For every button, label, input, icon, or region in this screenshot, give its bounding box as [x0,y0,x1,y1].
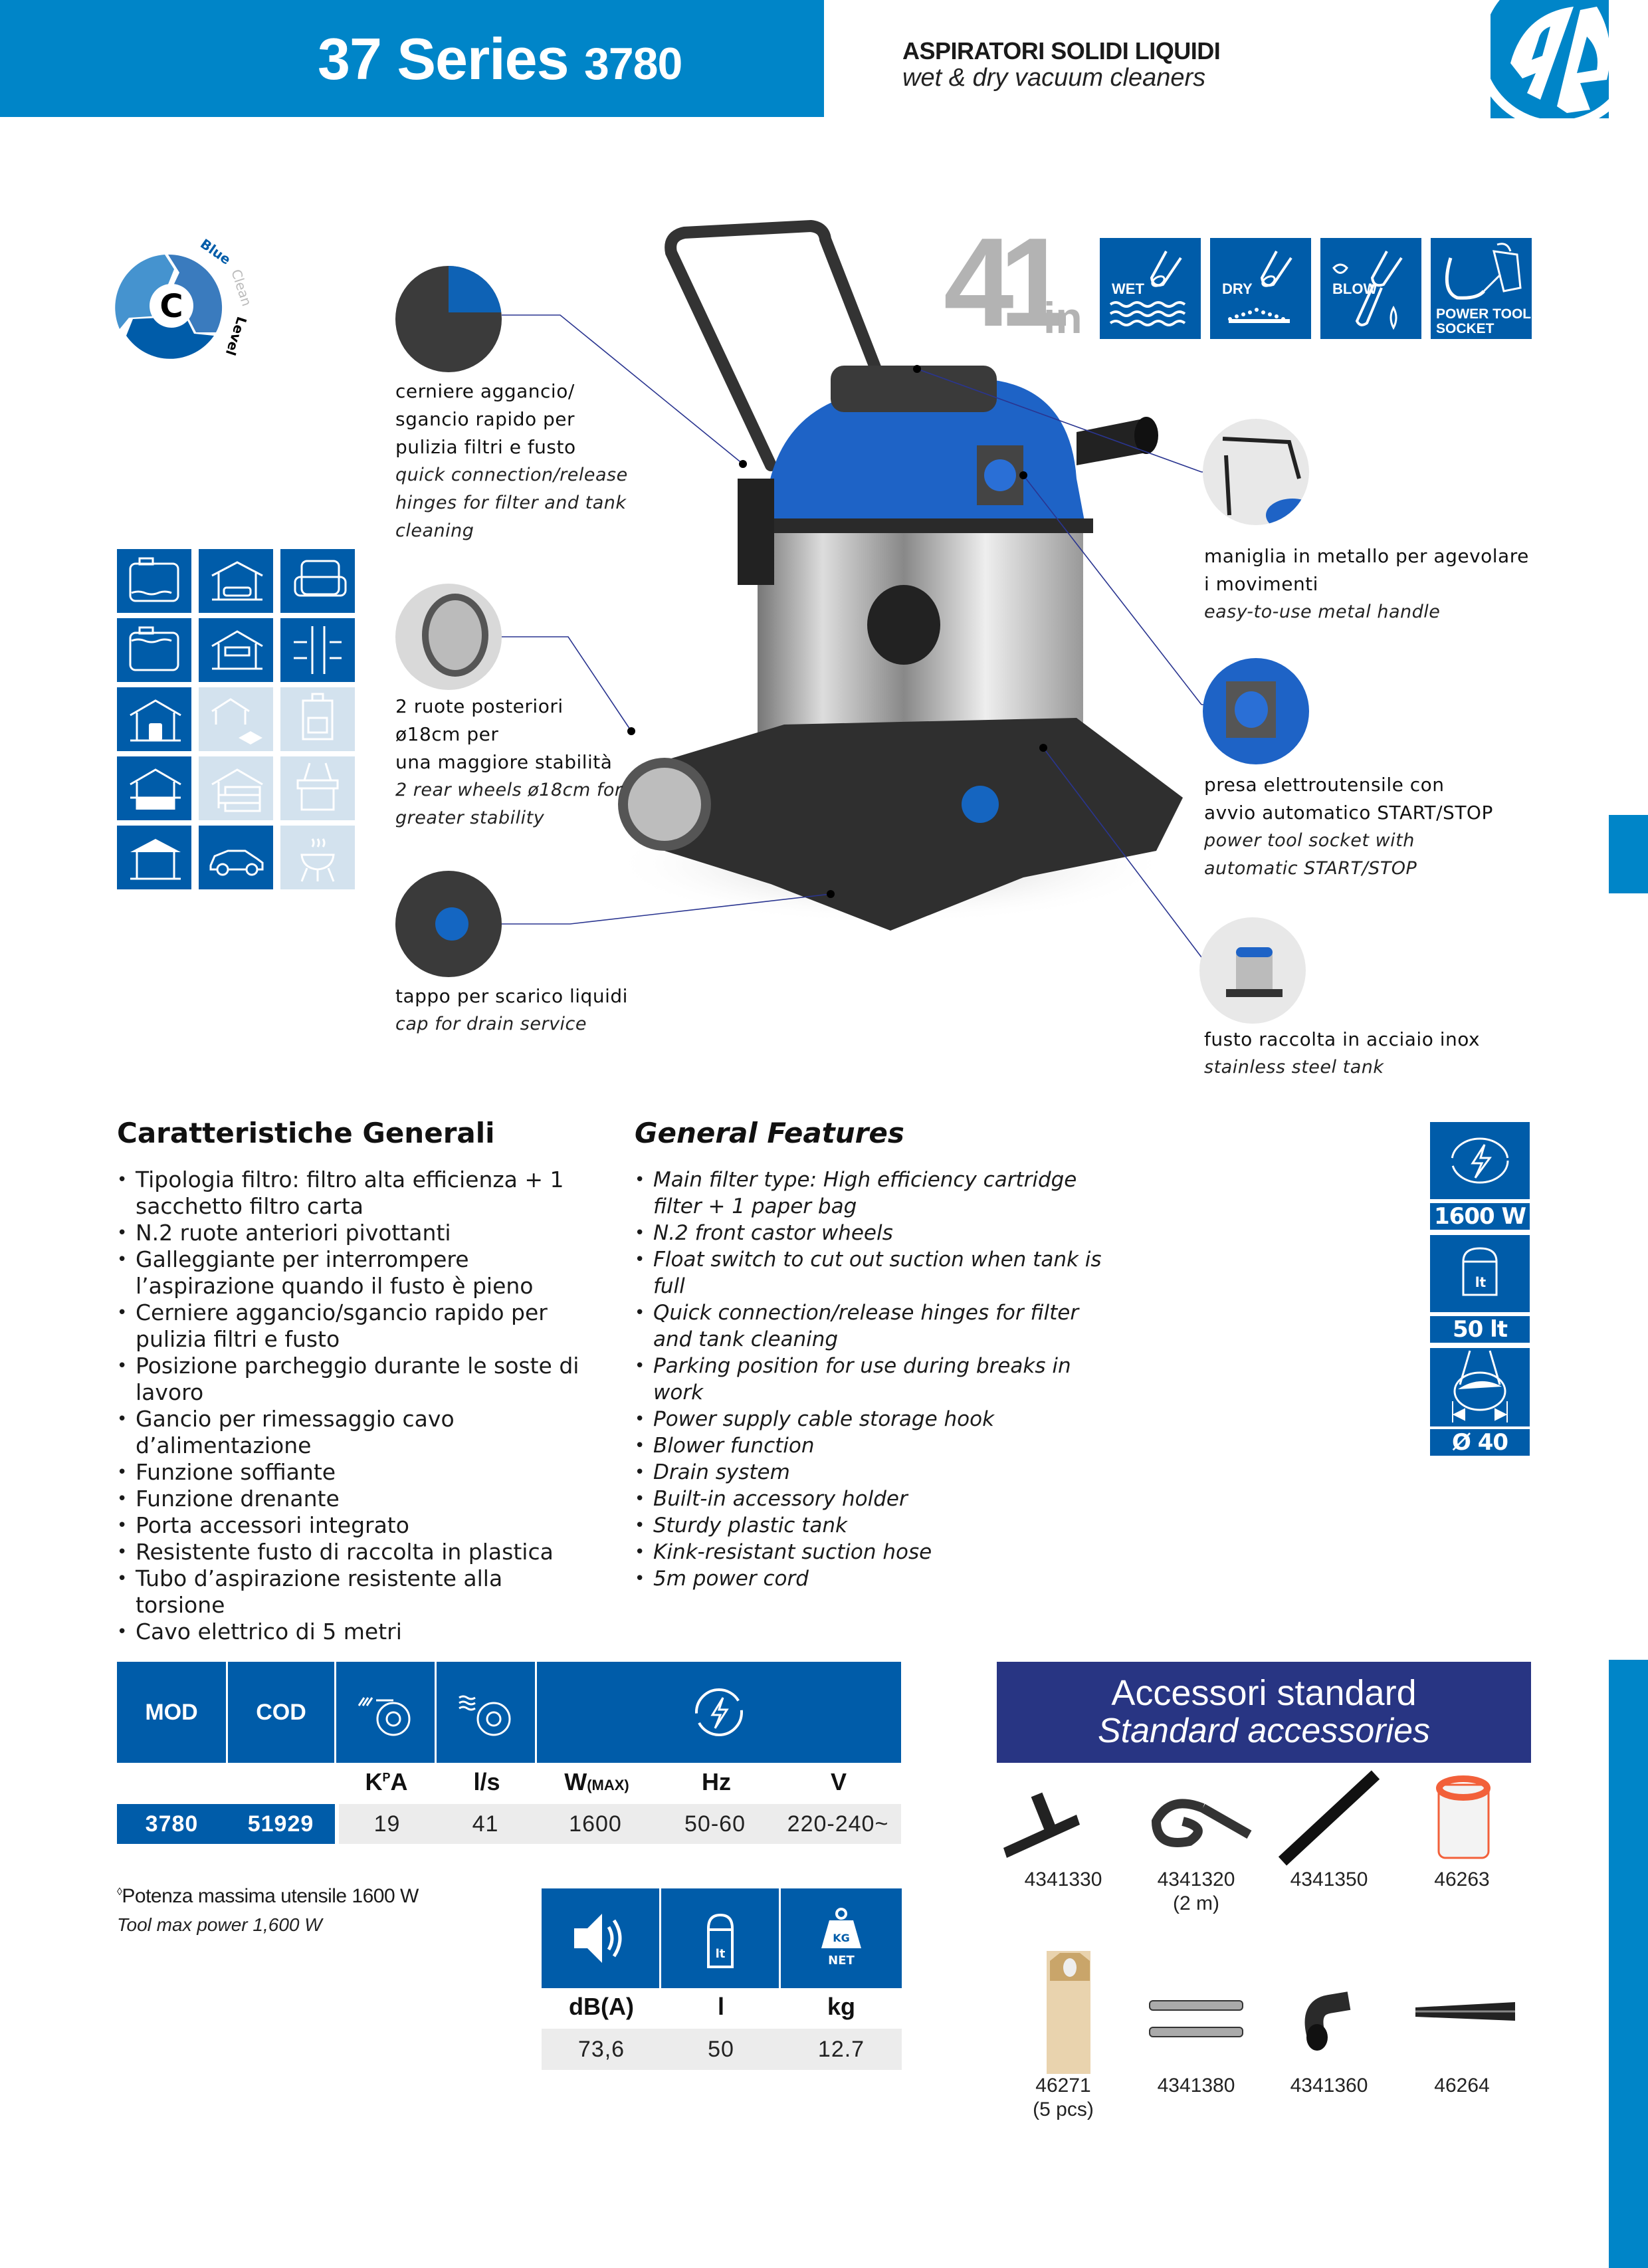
accessory-crevice-tool: 4341350 [1263,1768,1395,1892]
features-en-list [635,1167,1113,1592]
tank-detail-image [1199,917,1306,1024]
row-mod: 3780 [145,1811,199,1837]
feature-en-item: • Float switch to cut out suction when tank is full [635,1246,1113,1300]
row-capacity: 50 [708,2037,734,2062]
col-header-cod: COD [228,1662,336,1763]
tank-low-icon [117,549,191,613]
feature-en-item: • Parking position for use during breaks in work [635,1353,1113,1406]
feature-en-item: • Kink-resistant suction hose [635,1539,1113,1565]
wall-arrows-icon [280,618,355,682]
reducer-adapter-icon [1395,1948,1528,2074]
crevice-tool-icon [1263,1768,1395,1868]
drain-detail-image [395,871,502,977]
power-badge [1430,1122,1530,1199]
svg-text:Clean: Clean [228,267,255,308]
accessory-paper-bag: 46271 (5 pcs) [997,1948,1130,2122]
power-value: 1600 W [1430,1203,1530,1230]
row-weight: 12.7 [817,2037,865,2062]
svg-text:C: C [159,288,183,325]
row-v: 220-240~ [787,1811,889,1837]
capacity-badge [1430,1235,1530,1312]
accessory-hose: 4341320 (2 m) [1130,1768,1263,1916]
features-it-title: Caratteristiche Generali [117,1117,495,1149]
handle-detail-image [1203,419,1309,525]
vacuum-pressure-icon [336,1662,437,1763]
spec-table-row [117,1804,901,1844]
hose-icon [1130,1768,1263,1868]
capacity-value: 50 lt [1430,1316,1530,1343]
accessories-header [997,1662,1531,1763]
spec-table2-units [542,1993,902,2025]
feature-it-item: • Galleggiante per interrompere l’aspirazione quando il fusto è pieno [117,1246,595,1300]
svg-text:lt: lt [715,1947,725,1961]
row-noise: 73,6 [577,2037,625,2062]
features-it-list [117,1167,595,1645]
callout-socket: presa elettroutensile con avvio automatico START/STOP power tool socket with automatic START/STOP [1204,774,1493,879]
feature-en-item: • 5m power cord [635,1565,1113,1592]
function-wet-label: WET [1112,281,1144,297]
features-en-title: General Features [635,1117,904,1149]
car-icon [199,826,273,889]
svg-text:KG: KG [833,1932,850,1944]
cartridge-filter-icon [1395,1768,1528,1868]
category-english: wet & dry vacuum cleaners [902,64,1206,92]
callout-wheels: 2 ruote posteriori ø18cm per una maggiore stabilità 2 rear wheels ø18cm for greater stability [395,695,623,828]
footnote-english: Tool max power 1,600 W [117,1914,322,1935]
stove-icon [280,687,355,751]
callout-tank: fusto raccolta in acciaio inox stainless steel tank [1204,1028,1481,1077]
unit-l: l [717,1993,724,2020]
spec-table2-header [542,1888,902,1988]
barbecue-icon [280,826,355,889]
row-hz: 50-60 [684,1811,746,1837]
feature-en-item: • N.2 front castor wheels [635,1220,1113,1246]
category-italian: ASPIRATORI SOLIDI LIQUIDI [902,37,1221,64]
feature-en-item: • Quick connection/release hinges for filter and tank cleaning [635,1300,1113,1353]
accessories-title-it: Accessori standard [1111,1673,1417,1713]
house-door-icon [117,687,191,751]
four-in-one-in: in [1043,293,1082,342]
fireplace-icon [280,756,355,820]
callout-leader-lines [0,0,1648,1064]
paper-bag-icon [997,1948,1130,2074]
feature-it-item: • Tipologia filtro: filtro alta efficienza + 1 sacchetto filtro carta [117,1167,595,1220]
unit-kg: kg [827,1993,855,2020]
function-dry-label: DRY [1222,281,1253,297]
model-code-cell [117,1804,335,1844]
callout-drain: tappo per scarico liquidi cap for drain service [395,985,628,1034]
accessory-reducer-adapter: 46264 [1395,1948,1528,2098]
spec-table-header [117,1662,901,1763]
unit-dba: dB(A) [569,1993,634,2020]
hinges-detail-image [395,266,502,372]
unit-wmax: W(MAX) [564,1768,629,1795]
feature-en-item: • Blower function [635,1432,1113,1459]
feature-it-item: • Porta accessori integrato [117,1512,595,1539]
hose-diameter-icon [1430,1348,1530,1426]
feature-en-item: • Power supply cable storage hook [635,1406,1113,1432]
power-icon [1430,1122,1530,1199]
diameter-value: Ø 40 [1430,1429,1530,1456]
function-power-tool-socket-label: POWER TOOL SOCKET [1436,306,1532,336]
feature-en-item: • Main filter type: High efficiency cartridge filter + 1 paper bag [635,1167,1113,1220]
svg-text:Level: Level [222,314,251,358]
series-name: 37 Series [318,26,569,92]
elbow-adapter-icon [1263,1948,1395,2074]
svg-text:lt: lt [1475,1274,1487,1290]
col-header-mod: MOD [117,1662,228,1763]
feature-en-item: • Drain system [635,1459,1113,1486]
callout-handle: maniglia in metallo per agevolare i movimenti easy-to-use metal handle [1204,545,1529,622]
unit-kpa: $K^PA$ [365,1768,408,1795]
feature-it-item: • Funzione drenante [117,1486,595,1512]
callout-hinges: cerniere aggancio/ sgancio rapido per pulizia filtri e fusto quick connection/release hinges for filter and tank cleaning [395,380,628,541]
four-in-one-number: 41 [944,212,1055,353]
unit-v: V [830,1768,847,1795]
feature-it-item: • Gancio per rimessaggio cavo d’alimentazione [117,1406,595,1459]
tank-capacity-icon [1430,1235,1530,1312]
electrical-power-icon [537,1662,901,1763]
footnote-italian: ◊Potenza massima utensile 1600 W [117,1885,419,1907]
feature-en-item: • Built-in accessory holder [635,1486,1113,1512]
house-basement-icon [117,756,191,820]
row-kpa: 19 [373,1811,401,1837]
accessory-elbow-adapter: 4341360 [1263,1948,1395,2098]
feature-it-item: • Posizione parcheggio durante le soste di lavoro [117,1353,595,1406]
noise-icon [542,1888,661,1988]
feature-it-item: • N.2 ruote anteriori pivottanti [117,1220,595,1246]
tank-capacity-icon [661,1888,781,1988]
svg-text:NET: NET [828,1954,855,1968]
feature-it-item: • Funzione soffiante [117,1459,595,1486]
row-ls: 41 [472,1811,499,1837]
function-blow-label: BLOW [1332,281,1378,297]
spec-values [339,1804,901,1844]
airflow-icon [437,1662,537,1763]
tank-full-icon [117,618,191,682]
feature-it-item: • Tubo d’aspirazione resistente alla torsione [117,1565,595,1619]
feature-it-item: • Cavo elettrico di 5 metri [117,1619,595,1645]
house-bricks-icon [199,756,273,820]
accessories-title-en: Standard accessories [1097,1712,1431,1750]
unit-hz: Hz [702,1768,731,1795]
spec-table-units [117,1768,901,1800]
extension-tubes-icon [1130,1948,1263,2074]
garage-door-icon [199,618,273,682]
doghouse-tiles-icon [199,687,273,751]
floor-nozzle-icon [997,1768,1130,1868]
side-tab-bottom [1609,1660,1648,2268]
unit-ls: l/s [473,1768,500,1795]
side-tab-upper [1609,815,1648,893]
spec-table2-row [542,2029,902,2070]
accessory-cartridge-filter: 46263 [1395,1768,1528,1892]
svg-text:Blue: Blue [197,235,234,268]
model-number: 3780 [584,39,682,89]
weight-icon [781,1888,902,1988]
armchair-icon [280,549,355,613]
accessories-grid [997,1768,1542,2140]
garage-car-icon [199,549,273,613]
row-cod: 51929 [247,1811,314,1837]
accessory-floor-nozzle: 4341330 [997,1768,1130,1892]
feature-it-item: • Resistente fusto di raccolta in plastica [117,1539,595,1565]
wheels-detail-image [395,584,502,690]
carport-icon [117,826,191,889]
accessory-extension-tubes: 4341380 [1130,1948,1263,2098]
socket-detail-image [1203,658,1309,764]
row-w: 1600 [569,1811,622,1837]
feature-en-item: • Sturdy plastic tank [635,1512,1113,1539]
feature-it-item: • Cerniere aggancio/sgancio rapido per pulizia filtri e fusto [117,1300,595,1353]
diameter-badge [1430,1348,1530,1426]
